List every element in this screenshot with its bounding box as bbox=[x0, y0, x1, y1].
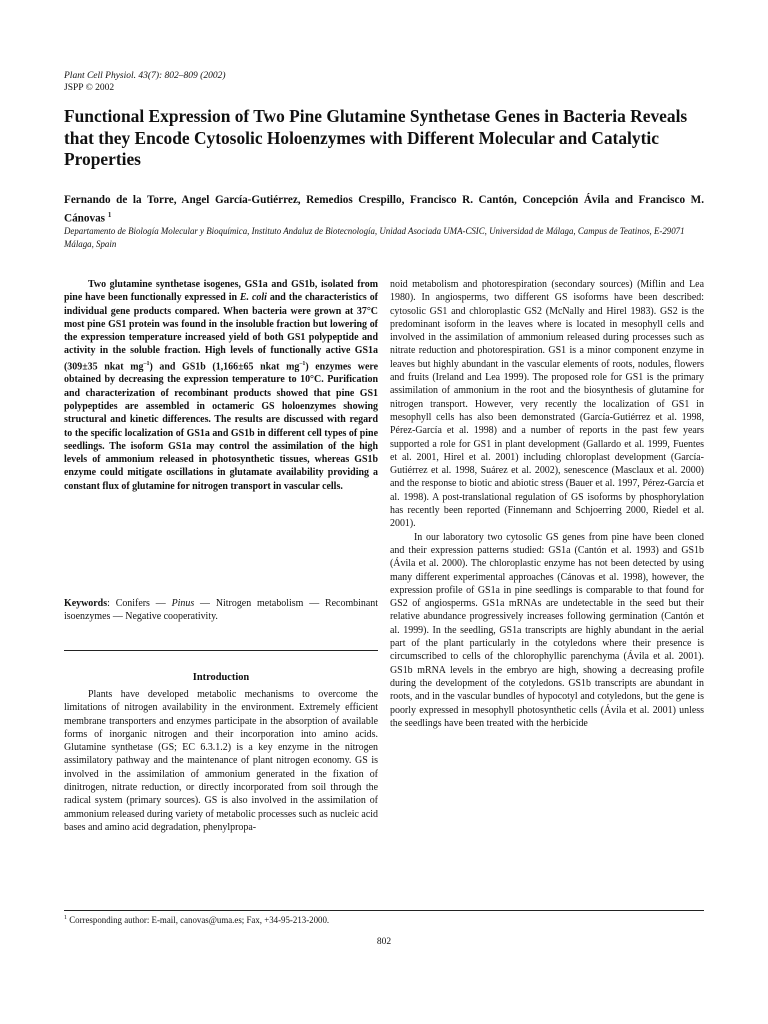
journal-header bbox=[64, 70, 225, 94]
right-column bbox=[390, 278, 704, 730]
journal-citation: Plant Cell Physiol. 43(7): 802–809 (2002) bbox=[64, 71, 226, 81]
author-footnote-marker: 1 bbox=[107, 211, 112, 219]
footnote bbox=[64, 912, 329, 926]
abstract-text-2: and the characteristics of individual gene products compared. When bacteria were grown at 37°C most pine GS1 protein was found in the insoluble fraction but lowering of the expression temperature increased yield of both GS1 polypeptide and activity in the soluble fraction. High levels of functionally active GS1a (309±35 nkat mg bbox=[64, 292, 378, 373]
intro-paragraph-1: Plants have developed metabolic mechanisms to overcome the limitations of nitrogen availability in the environment. Extremely efficient membrane transporters and enzymes participate in the absorption of available forms of inorganic nitrogen and their incorporation into amino acids. Glutamine synthetase (GS; EC 6.3.1.2) is a key enzyme in the nitrogen assimilatory pathway and the maintenance of plant nitrogen economy. GS is involved in the assimilation of ammonium generated in the fixation of dinitrogen, nitrate reduction, or directly incorporated from soil through the radical system (primary sources). GS is also involved in the assimilation of ammonium released during variety of metabolic processes such as nucleic acid bases and amino acid degradation, phenylpropa- bbox=[64, 689, 378, 833]
keywords bbox=[64, 597, 378, 624]
journal-copyright: JSPP © 2002 bbox=[64, 83, 115, 93]
abstract-text-4: ) enzymes were obtained by decreasing the expression temperature to 10°C. Purification and characterization of recombinant products showed that pine GS1 polypeptides are assembled in octameric GS holoenzymes showing structural and kinetic differences. The results are discussed with regard to the specific localization of GS1a and GS1b in different cell types of pine seedlings. The isoform GS1a may control the assimilation of the high levels of ammonium released in photosynthetic tissues, whereas GS1b enzyme could mitigate oscillations in glutamate availability providing a constant flux of glutamine for nitrogen transport in vascular cells. bbox=[64, 361, 378, 492]
footnote-marker: 1 bbox=[64, 915, 67, 921]
keyword-rest: — Nitrogen metabolism — Recombinant isoenzymes — Negative cooperativity. bbox=[64, 598, 379, 623]
keyword-pinus: Pinus bbox=[171, 598, 195, 609]
paper-title: Functional Expression of Two Pine Glutamine Synthetase Genes in Bacteria Reveals that they Encode Cytosolic Holoenzymes with Different Molecular and Catalytic Properties bbox=[64, 106, 688, 169]
authors-text: Fernando de la Torre, Angel García-Gutiérrez, Remedios Crespillo, Francisco R. Cantón, Concepción Ávila and Francisco M. Cánovas bbox=[64, 194, 704, 225]
intro-paragraph-2: In our laboratory two cytosolic GS genes from pine have been cloned and their expression patterns studied: GS1a (Cantón et al. 1993) and GS1b (Ávila et al. 2000). The chloroplastic enzyme has not been detected by using many different experimental approaches (Cánovas et al. 1998), however, the expression profile of GS1a in pine seedlings is comparable to that found for GS2 of angiosperms. GS1a mRNAs are undetectable in the seed but their relative abundance progressively increases following germination (Cantón et al. 1999). In the seedling, GS1a transcripts are highly abundant in the aerial part of the plant particularly in the cotyledons where their presence is circumscribed to cells of the chlorophyllic parenchyma (Ávila et al. 2001). GS1b mRNA levels in the embryo are high, showing a decreasing profile during the development of the cotyledons. GS1b transcripts are abundant in roots, and in the vascular bundles of hypocotyl and cotyledons, but the gene is poorly expressed in mesophyll photosynthetic cells (Ávila et al. 2001) unless the seedlings have been treated with the herbicide bbox=[390, 531, 704, 729]
keyword-conifers: Conifers — bbox=[115, 598, 172, 609]
keywords-separator: : bbox=[107, 598, 116, 609]
intro-heading: Introduction bbox=[192, 672, 250, 683]
section-divider bbox=[64, 650, 378, 651]
footnote-text: Corresponding author: E-mail, canovas@uma.es; Fax, +34-95-213-2000. bbox=[67, 914, 330, 925]
abstract-text-1: Two glutamine synthetase isogenes, GS1a and GS1b, isolated from pine have been functionally expressed in bbox=[64, 279, 378, 304]
abstract-text-3: ) and GS1b (1,166±65 nkat mg bbox=[149, 361, 300, 373]
abstract-unit-exponent-a: –1 bbox=[143, 360, 150, 367]
author-list bbox=[64, 193, 704, 227]
footnote-divider bbox=[64, 910, 704, 911]
affiliation: Departamento de Biología Molecular y Bioquímica, Instituto Andaluz de Biotecnología, Unidad Asociada UMA-CSIC, Universidad de Málaga, Campus de Teatinos, E-29071 Málaga, Spain bbox=[64, 226, 685, 249]
abstract-species: E. coli bbox=[239, 292, 267, 304]
abstract-unit-exponent-b: –1 bbox=[299, 360, 306, 367]
keywords-label: Keywords bbox=[64, 598, 108, 609]
abstract bbox=[64, 278, 378, 493]
page-number: 802 bbox=[376, 937, 392, 947]
intro-paragraph-1-continued: noid metabolism and photorespiration (secondary sources) (Miflin and Lea 1980). In angiosperms, two different GS isoforms have been described: cytosolic GS1 and chloroplastic GS2 (McNally and Hirel 1983). GS2 is the predominant isoform in the leaves where is located in mesophyll cells and involved in the assimilation of ammonium released during processes such as nitrate reduction and photorespiration. GS1 is a minor component enzyme in leaves but highly abundant in the vascular elements of roots, nodules, flowers and fruits (Ireland and Lea 1999). The proposed role for GS1 is the primary assimilation of ammonium in the root and the biosynthesis of glutamine for nitrogen transport. However, very recently the localization of GS1 in mesophyll cells has also been demonstrated (García-Gutiérrez et al. 1998, Pérez-García et al. 1998) and a number of reports in the past few years supported a role for GS1 in plant development (Gallardo et al. 1999, Fuentes et al. 2001, Hirel et al. 2001) including chloroplast development (García-Gutiérrez et al. 1998, Suárez et al. 2002), senescence (Masclaux et al. 2000) and the response to biotic and abiotic stress (Bauer et al. 1997, Pérez-García et al. 1998). A post-translational regulation of GS isoforms by phosphorylation has recently been reported (Finnemann and Schjoerring 2000, Riedel et al. 2001). bbox=[390, 279, 704, 530]
